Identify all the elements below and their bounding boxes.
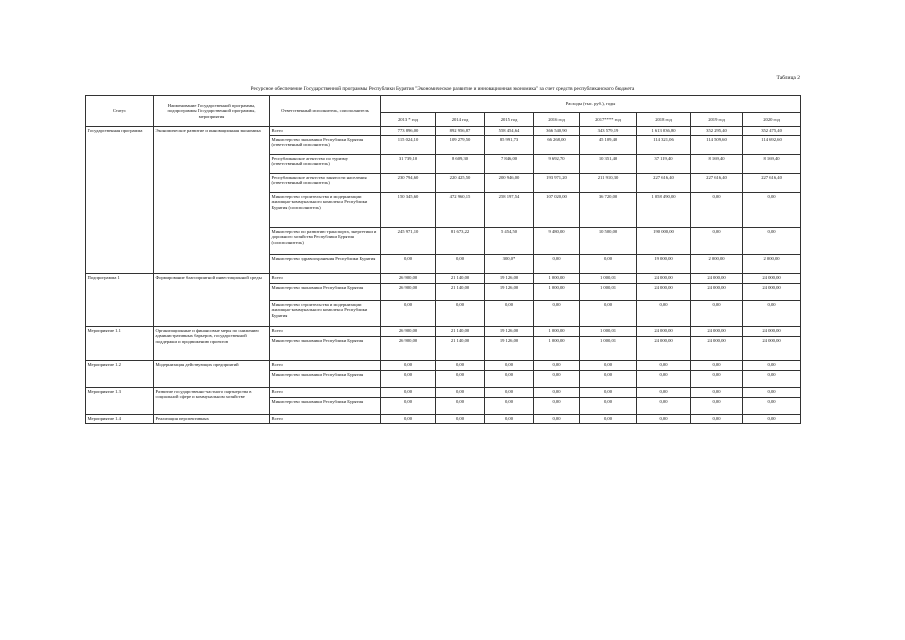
header-year: 2019 год (691, 113, 743, 127)
value-cell: 0,00 (580, 415, 637, 424)
value-cell: 0,00 (534, 361, 580, 371)
table-row (86, 361, 801, 371)
responsible-cell: Всего (270, 388, 381, 398)
value-cell: 0,00 (743, 301, 801, 327)
header-year: 2015 год (485, 113, 534, 127)
value-cell: 114 321,06 (637, 136, 691, 155)
value-cell: 0,00 (637, 415, 691, 424)
value-cell: 0,00 (381, 301, 436, 327)
value-cell: 0,00 (436, 415, 485, 424)
status-cell: Мероприятие 1.4 (86, 415, 154, 424)
header-year: 2014 год (436, 113, 485, 127)
responsible-cell: Министерство экономики Республики Бурятия (270, 337, 381, 361)
value-cell: 1 000,00 (534, 284, 580, 301)
value-cell: 1 000,00 (534, 327, 580, 337)
value-cell: 24 000,00 (743, 327, 801, 337)
value-cell: 227 616,40 (743, 174, 801, 193)
value-cell: 21 140,00 (436, 327, 485, 337)
value-cell: 0,00 (485, 388, 534, 398)
value-cell: 0,00 (691, 371, 743, 388)
value-cell: 24 000,00 (637, 327, 691, 337)
value-cell: 1 058 490,00 (637, 193, 691, 228)
value-cell: 0,00 (436, 388, 485, 398)
status-cell: Мероприятие 1.3 (86, 388, 154, 415)
value-cell: 0,00 (381, 371, 436, 388)
value-cell: 21 140,00 (436, 337, 485, 361)
table-row (86, 388, 801, 398)
value-cell: 1 000,01 (580, 274, 637, 284)
value-cell: 220 425,50 (436, 174, 485, 193)
value-cell: 0,00 (534, 398, 580, 415)
responsible-cell: Министерство по развитию транспорта, энергетики и дорожного хозяйства Республики Бурятия (соисполнитель) (270, 228, 381, 255)
value-cell: 0,00 (534, 415, 580, 424)
header-status: Статус (86, 96, 154, 127)
value-cell: 773 896,00 (381, 127, 436, 136)
value-cell: 300,0* (485, 255, 534, 274)
value-cell: 19 126,00 (485, 274, 534, 284)
value-cell: 24 000,00 (743, 274, 801, 284)
value-cell: 31 739,10 (381, 155, 436, 174)
header-responsible: Ответственный исполнитель, соисполнитель (270, 96, 381, 127)
value-cell: 0,00 (691, 361, 743, 371)
responsible-cell: Министерство строительства и модернизации жилищно-коммунального комплекса Республики Бурятия (соисполнитель) (270, 193, 381, 228)
value-cell: 24 000,00 (637, 284, 691, 301)
value-cell: 26 900,00 (381, 327, 436, 337)
value-cell: 190 000,00 (637, 228, 691, 255)
value-cell: 24 000,00 (637, 274, 691, 284)
value-cell: 0,00 (743, 371, 801, 388)
responsible-cell: Министерство экономики Республики Бурятия (270, 371, 381, 388)
responsible-cell: Республиканское агентство по туризму (ответственный исполнитель) (270, 155, 381, 174)
budget-table (85, 95, 801, 424)
value-cell: 245 971,10 (381, 228, 436, 255)
value-cell: 0,00 (637, 361, 691, 371)
value-cell: 37 119,40 (637, 155, 691, 174)
value-cell: 10 351,40 (580, 155, 637, 174)
value-cell: 0,00 (743, 388, 801, 398)
value-cell: 558 454,64 (485, 127, 534, 136)
value-cell: 0,00 (580, 371, 637, 388)
responsible-cell: Всего (270, 127, 381, 136)
value-cell: 24 000,00 (691, 327, 743, 337)
value-cell: 24 000,00 (691, 337, 743, 361)
responsible-cell: Министерство экономики Республики Бурятия (270, 284, 381, 301)
value-cell: 21 140,00 (436, 274, 485, 284)
value-cell: 85 991,73 (485, 136, 534, 155)
value-cell: 9 480,00 (534, 228, 580, 255)
value-cell: 892 956,87 (436, 127, 485, 136)
value-cell: 0,00 (485, 361, 534, 371)
value-cell: 0,00 (485, 301, 534, 327)
value-cell: 0,00 (743, 398, 801, 415)
value-cell: 0,00 (381, 255, 436, 274)
value-cell: 200 946,00 (485, 174, 534, 193)
value-cell: 0,00 (637, 398, 691, 415)
value-cell: 0,00 (436, 398, 485, 415)
value-cell: 24 000,00 (743, 284, 801, 301)
value-cell: 472 960,15 (436, 193, 485, 228)
value-cell: 0,00 (691, 193, 743, 228)
value-cell: 0,00 (534, 255, 580, 274)
responsible-cell: Всего (270, 327, 381, 337)
value-cell: 0,00 (436, 255, 485, 274)
header-year: 2020 год (743, 113, 801, 127)
value-cell: 0,00 (580, 255, 637, 274)
value-cell: 1 000,01 (580, 327, 637, 337)
header-expenses: Расходы (тыс. руб.), годы (381, 96, 801, 113)
value-cell: 0,00 (691, 388, 743, 398)
value-cell: 150 345,60 (381, 193, 436, 228)
responsible-cell: Министерство экономики Республики Бурятия (270, 398, 381, 415)
value-cell: 19 126,00 (485, 284, 534, 301)
value-cell: 0,00 (436, 371, 485, 388)
table-body (86, 127, 801, 424)
value-cell: 24 000,00 (637, 337, 691, 361)
value-cell: 1 613 036,80 (637, 127, 691, 136)
header-year: 2016 год (534, 113, 580, 127)
header-program: Наименование Государственной программы, подпрограммы Государственной программы, мероприятия (154, 96, 270, 127)
value-cell: 352 295,40 (691, 127, 743, 136)
value-cell: 227 616,40 (691, 174, 743, 193)
table-row (86, 274, 801, 284)
value-cell: 0,00 (691, 398, 743, 415)
value-cell: 36 720,00 (580, 193, 637, 228)
value-cell: 10 500,00 (580, 228, 637, 255)
program-cell: Формирование благоприятной инвестиционной среды (154, 274, 270, 327)
table-header (86, 96, 801, 127)
value-cell: 0,00 (743, 415, 801, 424)
value-cell: 0,00 (534, 371, 580, 388)
value-cell: 0,00 (580, 361, 637, 371)
value-cell: 9 692,70 (534, 155, 580, 174)
value-cell: 0,00 (580, 398, 637, 415)
value-cell: 0,00 (381, 415, 436, 424)
program-cell: Реализация перспективных (154, 415, 270, 424)
responsible-cell: Министерство строительства и модернизации жилищно-коммунального комплекса Республики Бурятия (270, 301, 381, 327)
responsible-cell: Всего (270, 415, 381, 424)
value-cell: 1 000,01 (580, 284, 637, 301)
value-cell: 19 126,00 (485, 337, 534, 361)
program-cell: Модернизация действующих предприятий (154, 361, 270, 388)
responsible-cell: Республиканское агентство занятости населения (ответственный исполнитель) (270, 174, 381, 193)
value-cell: 24 000,00 (691, 274, 743, 284)
value-cell: 114 509,60 (691, 136, 743, 155)
value-cell: 19 126,00 (485, 327, 534, 337)
value-cell: 0,00 (436, 301, 485, 327)
value-cell: 211 910,30 (580, 174, 637, 193)
value-cell: 0,00 (691, 301, 743, 327)
table-row (86, 327, 801, 337)
status-cell: Подпрограмма 1 (86, 274, 154, 327)
value-cell: 0,00 (691, 228, 743, 255)
value-cell: 1 000,00 (534, 274, 580, 284)
value-cell: 24 000,00 (743, 337, 801, 361)
value-cell: 45 109,40 (580, 136, 637, 155)
value-cell: 7 846,00 (485, 155, 534, 174)
value-cell: 0,00 (485, 415, 534, 424)
value-cell: 0,00 (743, 228, 801, 255)
value-cell: 193 971,20 (534, 174, 580, 193)
value-cell: 0,00 (381, 398, 436, 415)
value-cell: 2 000,00 (691, 255, 743, 274)
value-cell: 0,00 (580, 301, 637, 327)
status-cell: Мероприятие 1.1 (86, 327, 154, 361)
header-year: 2013 * год (381, 113, 436, 127)
value-cell: 0,00 (580, 388, 637, 398)
value-cell: 26 900,00 (381, 274, 436, 284)
responsible-cell: Всего (270, 361, 381, 371)
value-cell: 109 279,50 (436, 136, 485, 155)
value-cell: 258 197,54 (485, 193, 534, 228)
value-cell: 115 024,10 (381, 136, 436, 155)
value-cell: 0,00 (485, 371, 534, 388)
value-cell: 107 020,00 (534, 193, 580, 228)
value-cell: 0,00 (637, 388, 691, 398)
value-cell: 0,00 (381, 361, 436, 371)
value-cell: 230 794,60 (381, 174, 436, 193)
value-cell: 24 000,00 (691, 284, 743, 301)
value-cell: 227 616,40 (637, 174, 691, 193)
value-cell: 352 475,40 (743, 127, 801, 136)
status-cell: Мероприятие 1.2 (86, 361, 154, 388)
value-cell: 0,00 (534, 388, 580, 398)
value-cell: 0,00 (485, 398, 534, 415)
value-cell: 0,00 (743, 361, 801, 371)
value-cell: 5 454,50 (485, 228, 534, 255)
value-cell: 114 692,60 (743, 136, 801, 155)
value-cell: 8 609,30 (436, 155, 485, 174)
value-cell: 0,00 (637, 371, 691, 388)
value-cell: 0,00 (534, 301, 580, 327)
table-row (86, 415, 801, 424)
value-cell: 0,00 (381, 388, 436, 398)
header-year: 2018 год (637, 113, 691, 127)
responsible-cell: Всего (270, 274, 381, 284)
header-year: 2017**** год (580, 113, 637, 127)
responsible-cell: Министерство экономики Республики Бурятия (ответственный исполнитель) (270, 136, 381, 155)
program-cell: Организационные и финансовые меры по снижению административных барьеров, государственной поддержки и продвижению проектов (154, 327, 270, 361)
value-cell: 8 169,40 (743, 155, 801, 174)
value-cell: 1 000,01 (580, 337, 637, 361)
program-cell: Развитие государственно-частного партнерства в социальной сфере и коммунальном хозяйстве (154, 388, 270, 415)
value-cell: 0,00 (637, 301, 691, 327)
table-number: Таблица 2 (776, 75, 800, 81)
value-cell: 1 000,00 (534, 337, 580, 361)
value-cell: 0,00 (436, 361, 485, 371)
value-cell: 66 268,00 (534, 136, 580, 155)
responsible-cell: Министерство здравоохранения Республики Бурятия (270, 255, 381, 274)
value-cell: 366 540,90 (534, 127, 580, 136)
value-cell: 81 673,22 (436, 228, 485, 255)
value-cell: 26 900,00 (381, 337, 436, 361)
program-cell: Экономическое развитие и инновационная экономика (154, 127, 270, 274)
value-cell: 21 140,00 (436, 284, 485, 301)
value-cell: 2 000,00 (743, 255, 801, 274)
value-cell: 343 579,19 (580, 127, 637, 136)
value-cell: 0,00 (691, 415, 743, 424)
value-cell: 0,00 (743, 193, 801, 228)
table-caption: Ресурсное обеспечение Государственной программы Республики Бурятия "Экономическое развитие и инновационная экономика" за счет средств республиканского бюджета (250, 86, 635, 92)
status-cell: Государственная программа (86, 127, 154, 274)
table-row (86, 127, 801, 136)
value-cell: 26 900,00 (381, 284, 436, 301)
value-cell: 19 000,00 (637, 255, 691, 274)
value-cell: 8 169,40 (691, 155, 743, 174)
